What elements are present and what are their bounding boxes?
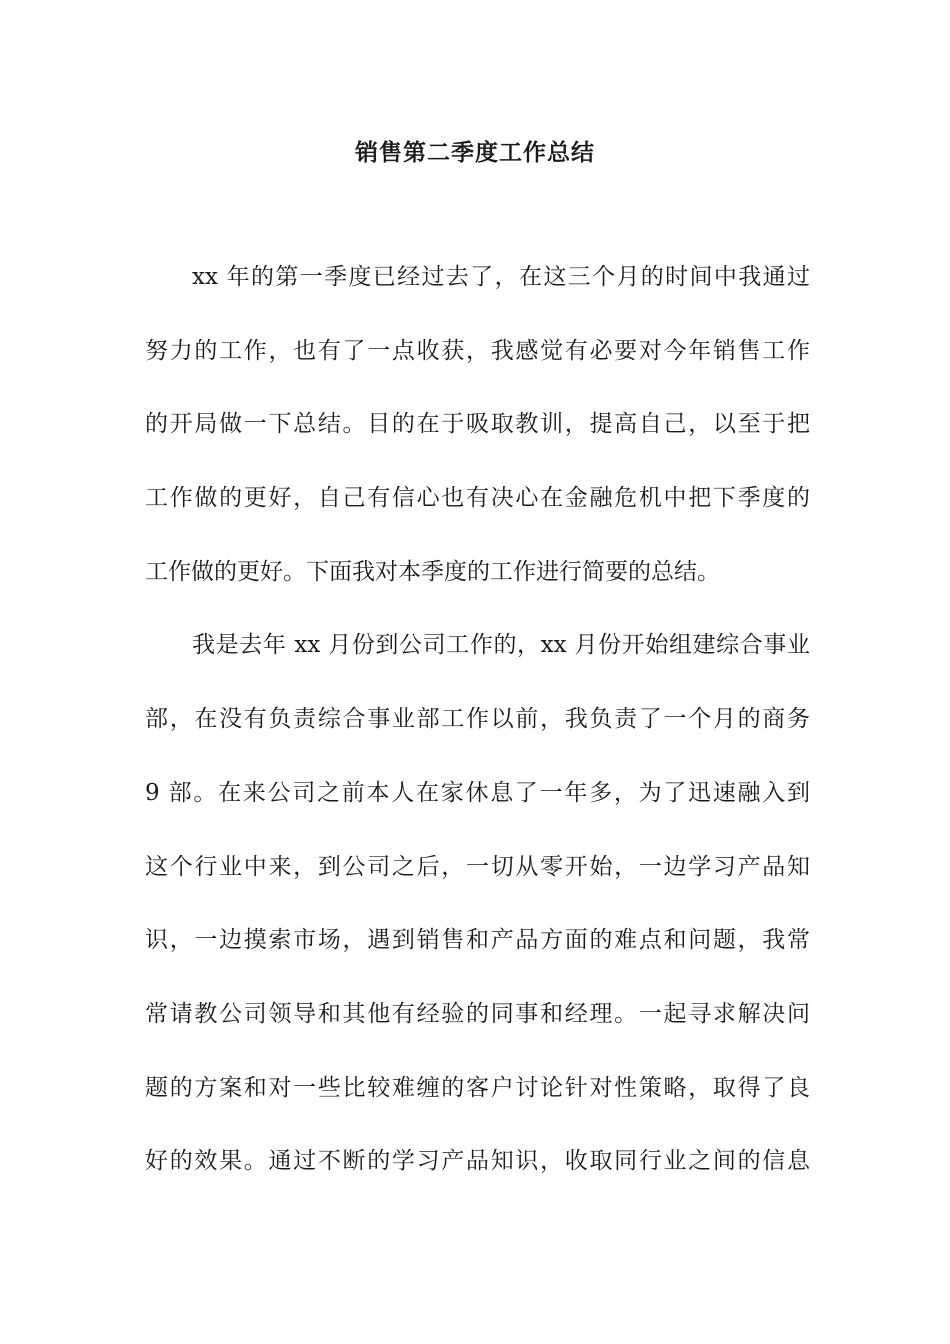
paragraph-2-line-4: 这个行业中来，到公司之后，一切从零开始，一边学习产品知	[145, 853, 810, 880]
paragraph-2-line-3: 9 部。在来公司之前本人在家休息了一年多，为了迅速融入到	[145, 779, 810, 806]
document-title: 销售第二季度工作总结	[355, 139, 595, 166]
paragraph-1-line-4: 工作做的更好，自己有信心也有决心在金融危机中把下季度的	[145, 485, 810, 512]
paragraph-2-line-5: 识，一边摸索市场，遇到销售和产品方面的难点和问题，我常	[145, 927, 810, 954]
paragraph-1-line-2: 努力的工作，也有了一点收获，我感觉有必要对今年销售工作	[145, 337, 810, 364]
paragraph-2-line-8: 好的效果。通过不断的学习产品知识，收取同行业之间的信息	[145, 1148, 810, 1175]
paragraph-2-line-6: 常请教公司领导和其他有经验的同事和经理。一起寻求解决问	[145, 1000, 810, 1027]
paragraph-2-line-7: 题的方案和对一些比较难缠的客户讨论针对性策略，取得了良	[145, 1074, 810, 1101]
paragraph-2-line-1: 我是去年 xx 月份到公司工作的，xx 月份开始组建综合事业	[192, 632, 810, 659]
paragraph-2-line-2: 部，在没有负责综合事业部工作以前，我负责了一个月的商务	[145, 706, 810, 733]
paragraph-1-line-1: xx 年的第一季度已经过去了，在这三个月的时间中我通过	[192, 264, 810, 290]
document-body	[145, 255, 810, 1213]
paragraph-1-line-5: 工作做的更好。下面我对本季度的工作进行简要的总结。	[145, 558, 720, 585]
paragraph-1-line-3: 的开局做一下总结。目的在于吸取教训，提高自己，以至于把	[145, 411, 810, 438]
